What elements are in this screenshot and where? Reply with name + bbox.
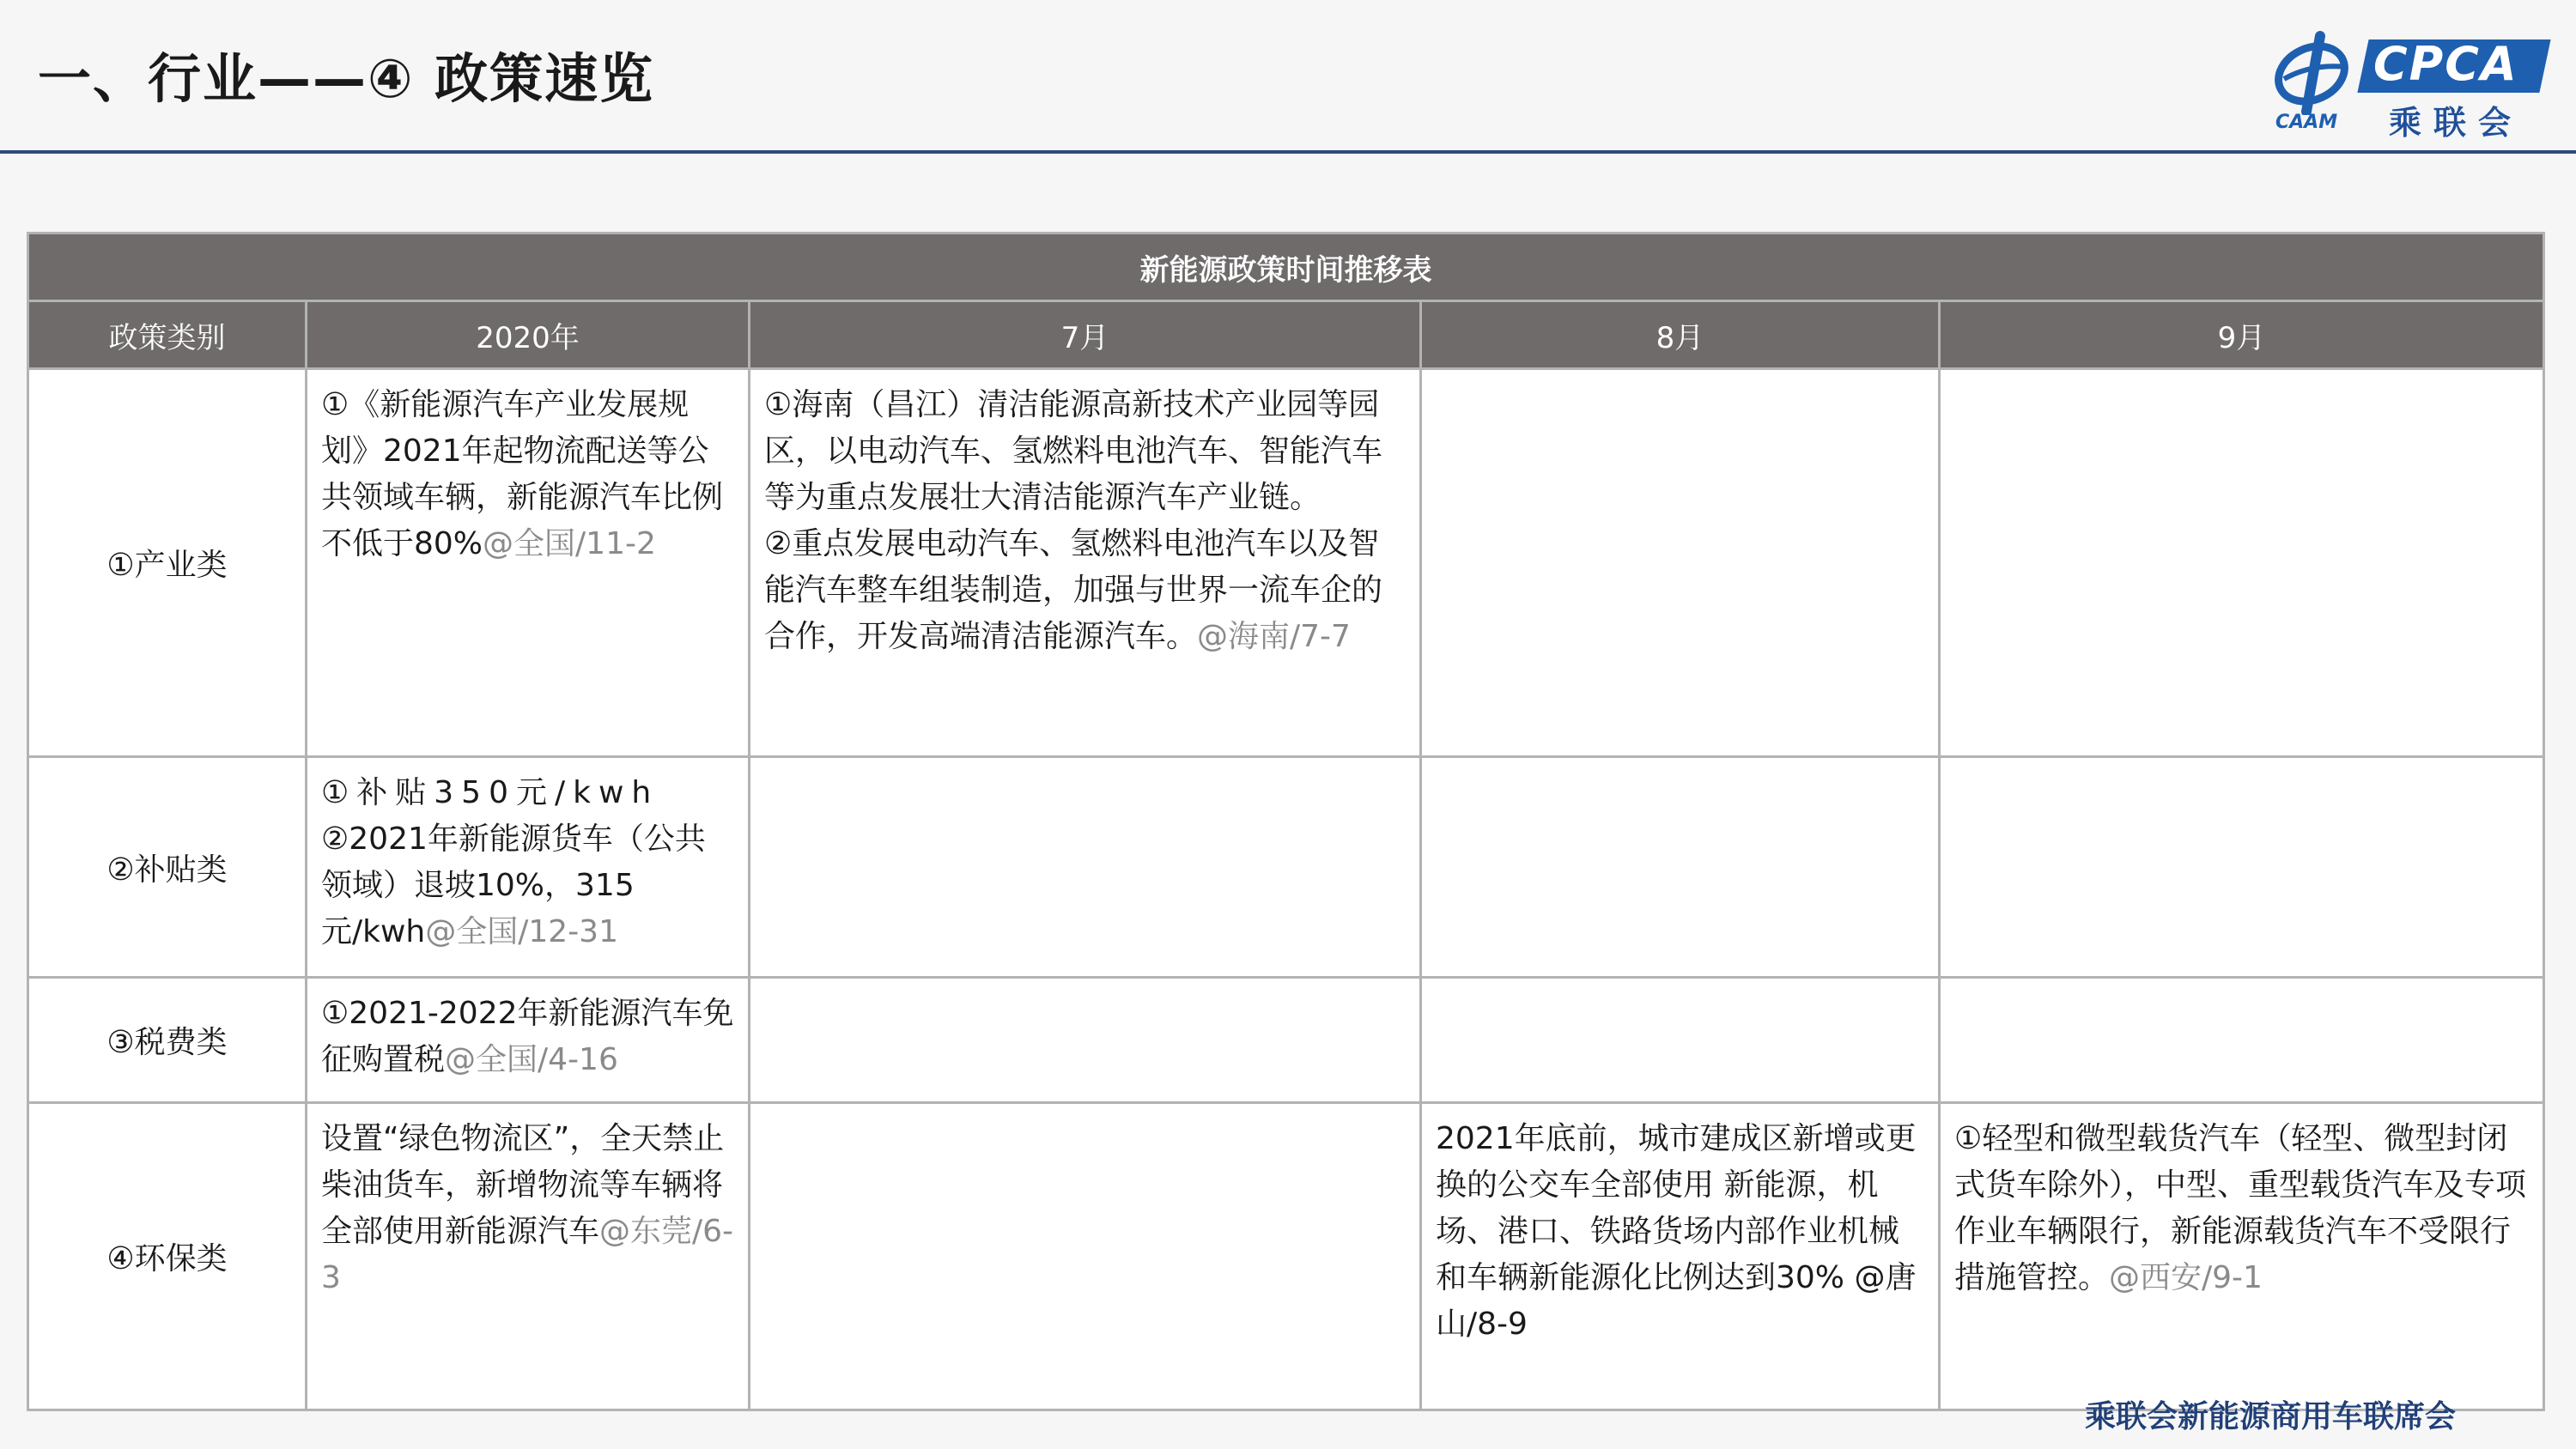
column-header-category: 政策类别 (28, 301, 307, 369)
cpca-logo-subtitle: 乘联会 (2389, 104, 2524, 142)
policy-cell-september (1940, 757, 2544, 978)
policy-cell-august (1421, 757, 1940, 978)
policy-source: @东莞/6-3 (321, 1214, 734, 1295)
policy-source: @全国/11-2 (483, 526, 656, 561)
policy-entry (321, 991, 734, 1083)
column-header-september: 9月 (1940, 301, 2544, 369)
table-row (28, 1103, 2544, 1410)
policy-cell-september (1940, 978, 2544, 1103)
policy-text: ①轻型和微型载货汽车（轻型、微型封闭式货车除外），中型、重型载货汽车及专项作业车辆限行，新能源载货汽车不受限行措施管控。 (1954, 1121, 2527, 1295)
policy-source: @全国/12-31 (425, 914, 618, 949)
policy-text: ①《新能源汽车产业发展规划》2021年起物流配送等公共领域车辆，新能源汽车比例不低于80% (321, 387, 724, 561)
policy-entry (321, 816, 734, 955)
policy-text: 2021年底前，城市建成区新增或更换的公交车全部使用 新能源，机场、港口、铁路货场内部作业机械和车辆新能源化比例达到30% @唐山/8-9 (1436, 1121, 1917, 1342)
policy-cell-2020 (307, 369, 750, 757)
policy-entry (1954, 1116, 2529, 1301)
policy-source: @海南/7-7 (1197, 619, 1351, 654)
table-row (28, 978, 2544, 1103)
column-header-july: 7月 (750, 301, 1421, 369)
policy-entry (764, 382, 1406, 521)
caam-logo-icon (2267, 29, 2361, 115)
policy-text: ①补贴350元/kwh (321, 775, 659, 810)
policy-cell-july (750, 757, 1421, 978)
policy-cell-july (750, 1103, 1421, 1410)
cpca-logo-text: CPCA (2373, 37, 2518, 91)
policy-cell-july (750, 369, 1421, 757)
policy-text: ②重点发展电动汽车、氢燃料电池汽车以及智能汽车整车组装制造，加强与世界一流车企的合作，开发高端清洁能源汽车。 (764, 526, 1383, 654)
column-header-august: 8月 (1421, 301, 1940, 369)
policy-cell-september (1940, 369, 2544, 757)
policy-source: @全国/4-16 (445, 1042, 618, 1077)
footer-organization: 乘联会新能源商用车联席会 (2084, 1399, 2456, 1434)
policy-entry (321, 1116, 734, 1301)
table-row (28, 369, 2544, 757)
table-row (28, 757, 2544, 978)
policy-cell-july (750, 978, 1421, 1103)
policy-entry (1436, 1116, 1924, 1348)
policy-text: 设置“绿色物流区”，全天禁止柴油货车，新增物流等车辆将全部使用新能源汽车 (321, 1121, 725, 1249)
policy-entry (764, 521, 1406, 660)
policy-cell-2020 (307, 1103, 750, 1410)
policy-text: ②2021年新能源货车（公共领域）退坡10%，315元/kwh (321, 822, 706, 949)
policy-timeline-table (27, 232, 2545, 1411)
policy-cell-august (1421, 978, 1940, 1103)
policy-text: ①海南（昌江）清洁能源高新技术产业园等园区，以电动汽车、氢燃料电池汽车、智能汽车等为重点发展壮大清洁能源汽车产业链。 (764, 387, 1383, 515)
caam-logo-text: CAAM (2275, 112, 2338, 133)
policy-category: ①产业类 (28, 369, 307, 757)
policy-cell-september (1940, 1103, 2544, 1410)
cpca-logo (2267, 29, 2550, 141)
page-title: 一、行业——④ 政策速览 (38, 47, 655, 110)
policy-cell-2020 (307, 978, 750, 1103)
policy-category: ②补贴类 (28, 757, 307, 978)
policy-cell-august (1421, 1103, 1940, 1410)
policy-category: ④环保类 (28, 1103, 307, 1410)
column-header-2020: 2020年 (307, 301, 750, 369)
policy-cell-august (1421, 369, 1940, 757)
policy-cell-2020 (307, 757, 750, 978)
policy-entry (321, 382, 734, 567)
policy-category: ③税费类 (28, 978, 307, 1103)
table-caption: 新能源政策时间推移表 (28, 233, 2544, 301)
policy-text: ①2021-2022年新能源汽车免征购置税 (321, 996, 734, 1077)
policy-source: @西安/9-1 (2109, 1260, 2263, 1295)
title-divider (0, 150, 2576, 154)
policy-entry (321, 770, 734, 816)
